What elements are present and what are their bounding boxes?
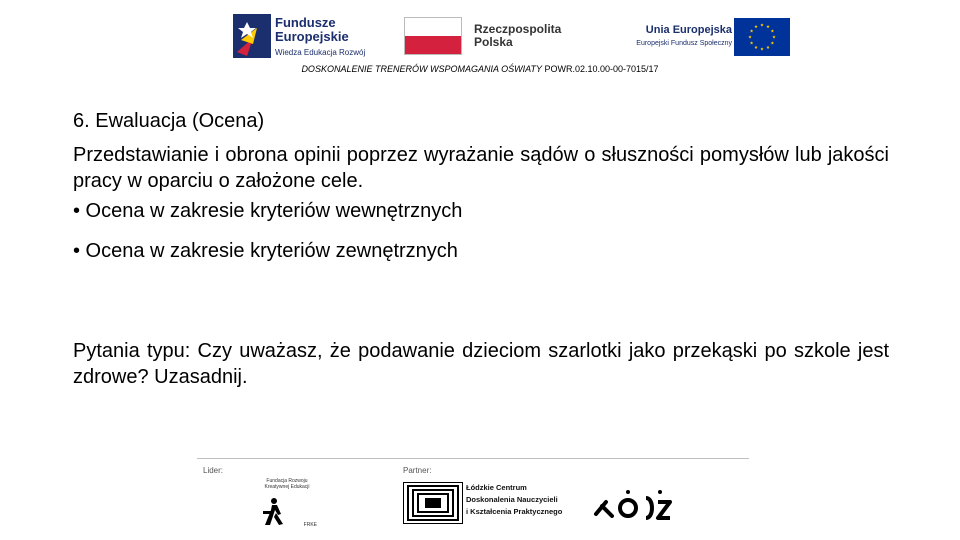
project-line	[0, 64, 960, 74]
lider-label: Lider:	[203, 466, 224, 475]
slide-content	[73, 108, 889, 264]
fundusze-europejskie-logo	[233, 12, 373, 60]
lider-logo	[255, 478, 319, 528]
ue-logo-subtitle: Europejski Fundusz Społeczny	[636, 40, 732, 47]
eu-flag-icon	[734, 18, 790, 56]
fe-star-mark-icon	[233, 14, 271, 58]
bullet-item: • Ocena w zakresie kryteriów wewnętrznych	[73, 200, 463, 222]
bullet-item: • Ocena w zakresie kryteriów zewnętrznych	[73, 240, 458, 262]
polish-flag-icon	[404, 17, 462, 55]
lider-logo-text: Fundacja Rozwoju Kreatywnej Edukacji	[264, 478, 310, 490]
unia-europejska-logo	[600, 18, 790, 58]
footer-divider	[197, 458, 749, 459]
fe-logo-subtitle: Wiedza Edukacja Rozwój	[275, 48, 366, 57]
logo-bar	[0, 0, 960, 64]
ldz-square-logo-icon	[403, 482, 463, 524]
fe-logo-title: Fundusze Europejskie	[275, 15, 349, 44]
lodz-city-logo-icon	[592, 484, 676, 524]
ldz-logo-text: Łódzkie Centrum Doskonalenia Nauczycieli i Kształcenia Praktycznego	[466, 483, 563, 516]
slide-paragraph: Przedstawianie i obrona opinii poprzez wyrażanie sądów o słuszności pomysłów lub jakości pracy w oparciu o założone cele.	[73, 144, 889, 192]
slide-question: Pytania typu: Czy uważasz, że podawanie dzieciom szarlotki jako przekąski po szkole jest zdrowe? Uzasadnij.	[73, 340, 889, 388]
rp-logo-text: Rzeczpospolita Polska	[474, 22, 562, 49]
walking-figure-icon	[261, 498, 287, 526]
project-name: DOSKONALENIE TRENERÓW WSPOMAGANIA OŚWIATY	[301, 64, 542, 74]
rzeczpospolita-logo	[404, 17, 574, 57]
slide-heading: 6. Ewaluacja (Ocena)	[73, 110, 265, 132]
partner-label: Partner:	[403, 466, 432, 475]
ue-logo-title: Unia Europejska	[645, 24, 732, 36]
project-code: POWR.02.10.00-00-7015/17	[541, 64, 659, 74]
lider-logo-tag: FRKE	[303, 522, 317, 528]
